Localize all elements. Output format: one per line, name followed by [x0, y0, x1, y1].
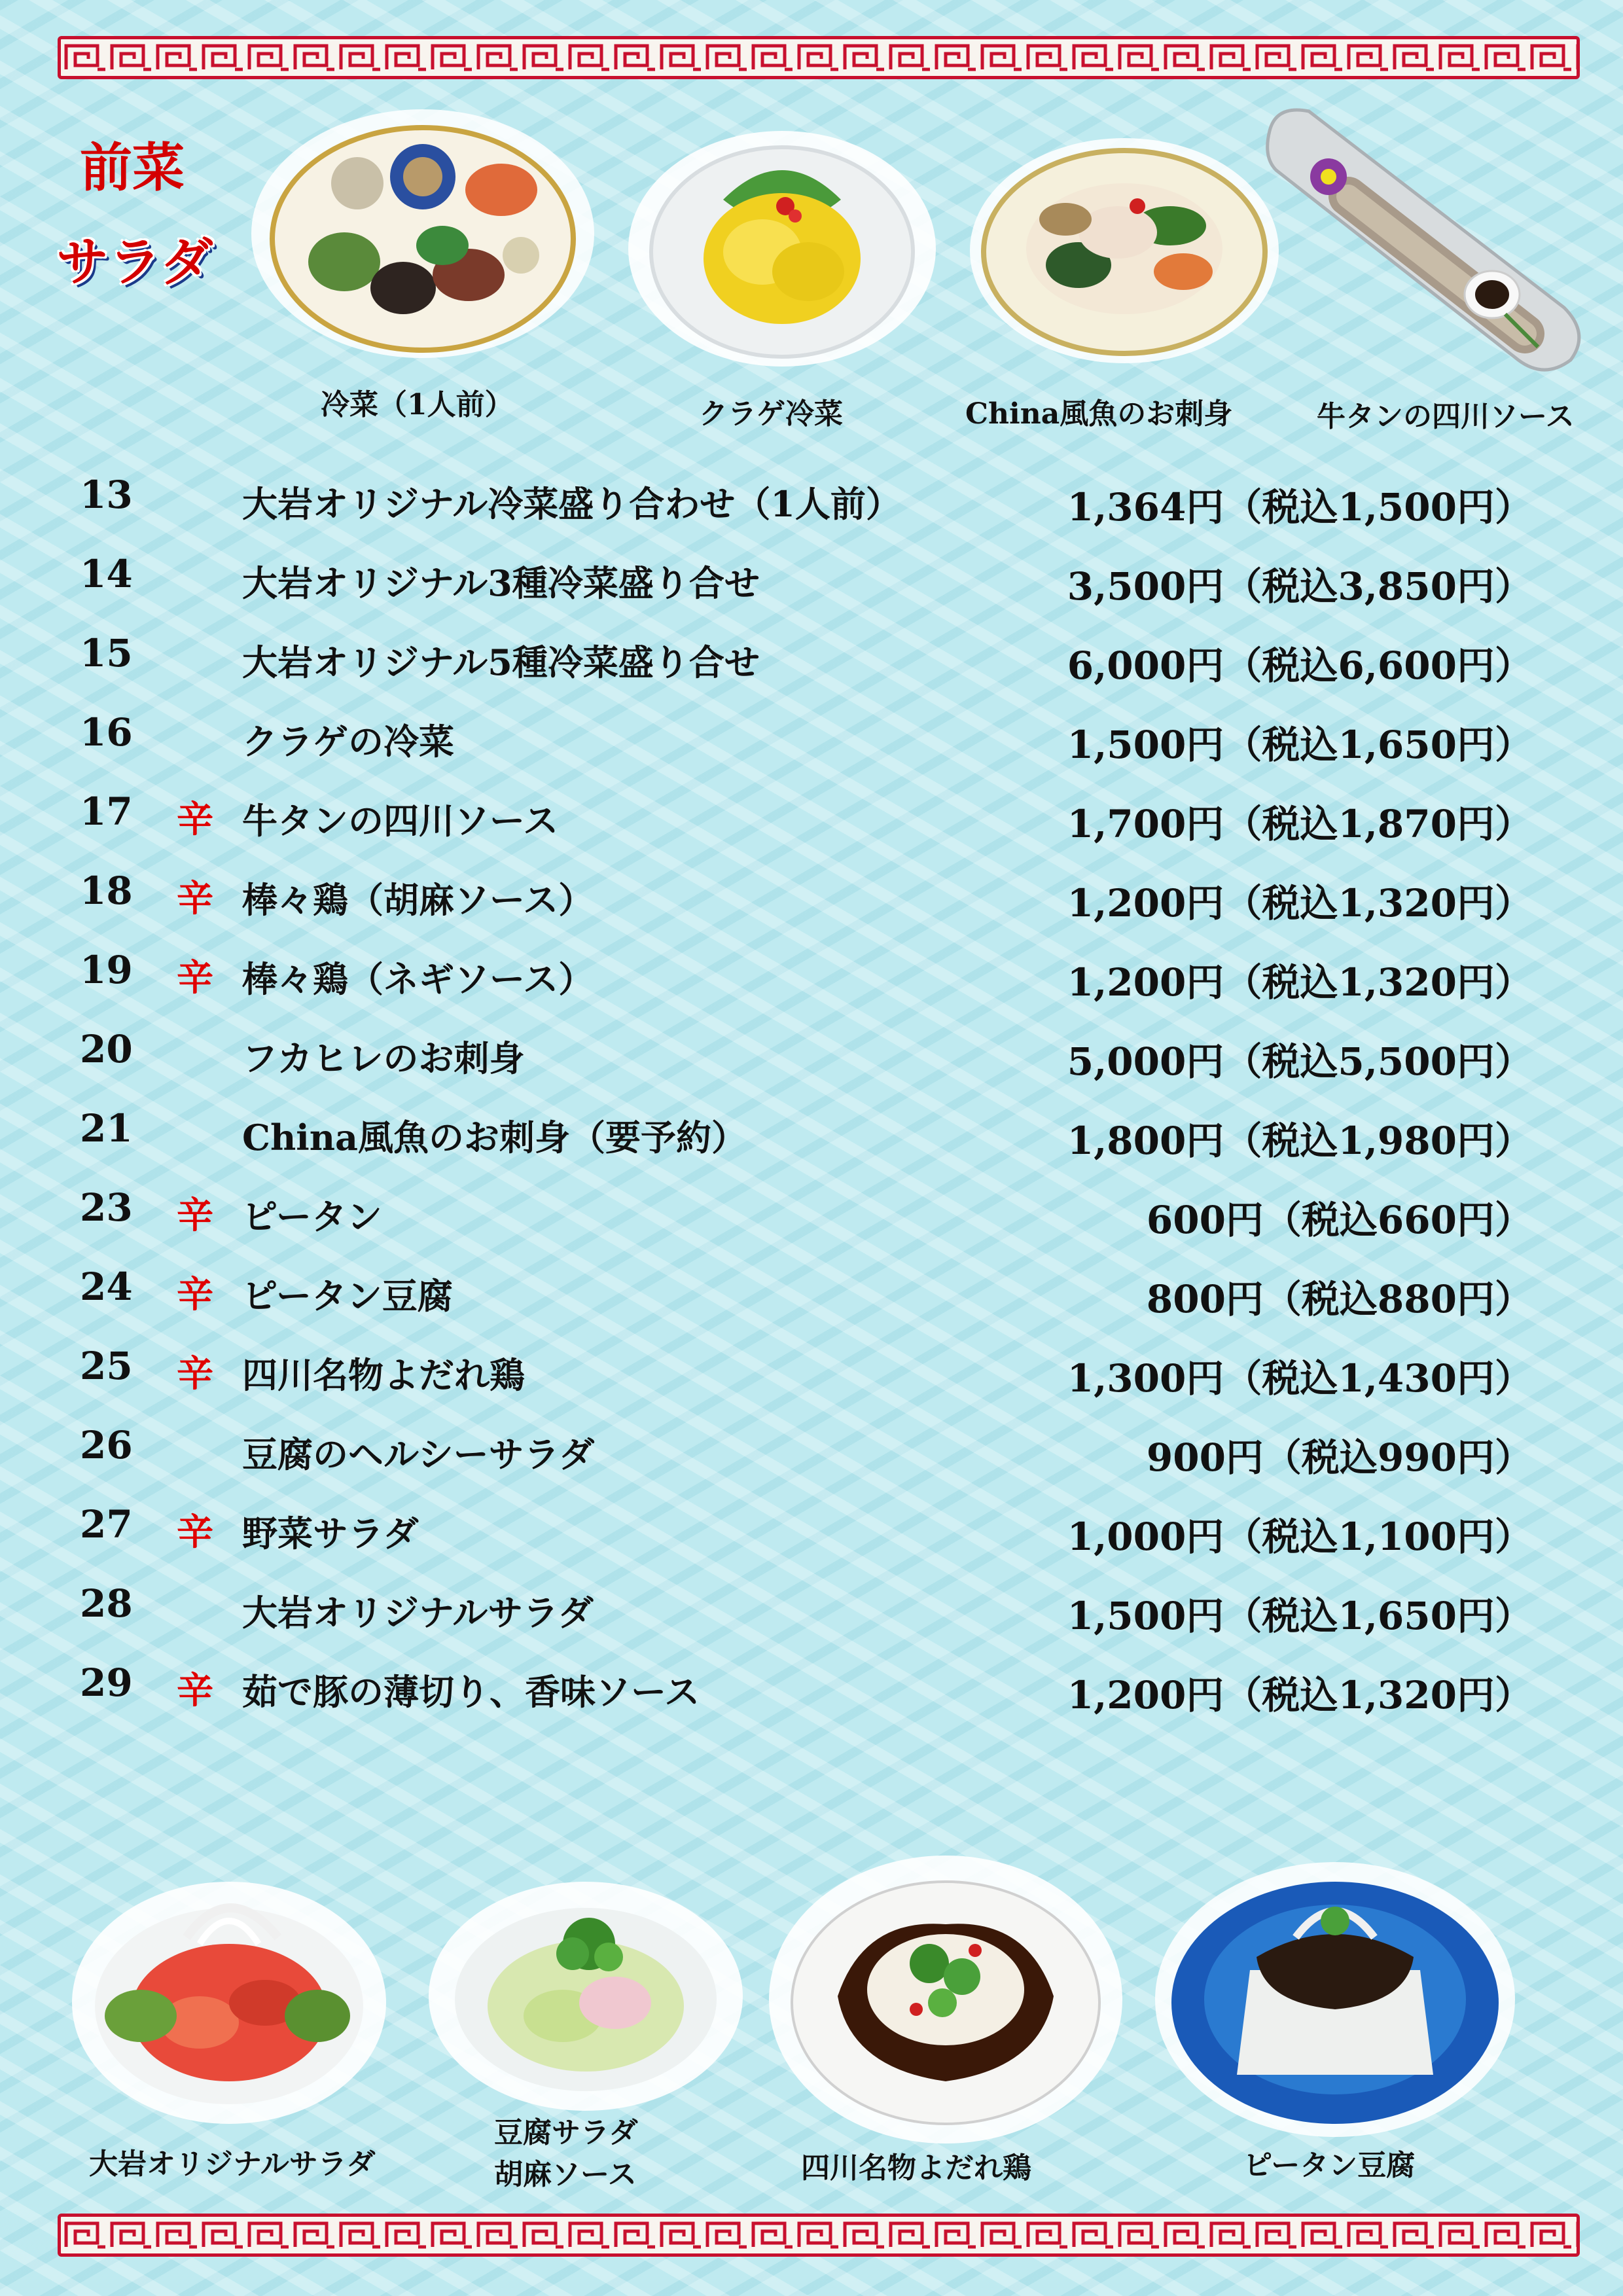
item-price: 1,700円（税込1,870円）: [1067, 802, 1533, 846]
item-name: 棒々鶏（胡麻ソース）: [242, 879, 594, 921]
item-price: 900円（税込990円）: [1146, 1435, 1533, 1480]
item-price: 5,000円（税込5,500円）: [1067, 1039, 1533, 1084]
caption-china-style-sashimi: China風魚のお刺身: [965, 397, 1233, 431]
item-price: 6,000円（税込6,600円）: [1067, 643, 1533, 688]
item-name: 大岩オリジナル5種冷菜盛り合せ: [242, 641, 760, 683]
item-number: 18: [80, 869, 133, 913]
spicy-mark: 辛: [177, 1511, 213, 1554]
caption-cold-platter: 冷菜（1人前）: [321, 388, 514, 422]
photo-oiwa-original-salad: [69, 1865, 389, 2127]
category-title-appetizer: 前菜: [80, 137, 185, 198]
menu-row: [0, 1344, 1623, 1416]
menu-row: [0, 1502, 1623, 1574]
item-number: 20: [80, 1027, 133, 1071]
item-name: 大岩オリジナル3種冷菜盛り合せ: [242, 562, 760, 604]
menu-row: [0, 552, 1623, 624]
menu-row: [0, 948, 1623, 1020]
item-number: 21: [80, 1106, 133, 1151]
item-name: 茹で豚の薄切り、香味ソース: [242, 1671, 700, 1713]
photo-century-egg-tofu: [1152, 1859, 1518, 2140]
menu-row: [0, 1106, 1623, 1178]
item-number: 27: [80, 1502, 133, 1547]
caption-oiwa-original-salad: 大岩オリジナルサラダ: [89, 2147, 376, 2181]
top-meander-border: [58, 36, 1580, 79]
item-number: 13: [80, 473, 133, 517]
item-name: フカヒレのお刺身: [242, 1037, 525, 1079]
item-price: 1,500円（税込1,650円）: [1067, 723, 1533, 767]
item-name: ピータン豆腐: [242, 1275, 453, 1317]
item-price: 1,200円（税込1,320円）: [1067, 1673, 1533, 1717]
photo-jellyfish: [625, 128, 939, 370]
caption-jellyfish: クラゲ冷菜: [699, 397, 843, 431]
caption-century-egg-tofu: ピータン豆腐: [1243, 2149, 1416, 2182]
item-name: 大岩オリジナルサラダ: [242, 1592, 594, 1634]
item-number: 16: [80, 710, 133, 755]
photo-tofu-salad: [425, 1872, 746, 2114]
item-name: ピータン: [242, 1196, 382, 1238]
menu-row: [0, 1265, 1623, 1336]
menu-row: [0, 473, 1623, 545]
menu-row: [0, 1185, 1623, 1257]
item-number: 23: [80, 1185, 133, 1230]
item-price: 800円（税込880円）: [1146, 1277, 1533, 1321]
item-number: 15: [80, 631, 133, 675]
spicy-mark: 辛: [177, 1670, 213, 1712]
caption-tofu-salad-line1: 豆腐サラダ: [494, 2116, 638, 2149]
item-name: 豆腐のヘルシーサラダ: [242, 1433, 595, 1475]
item-name: 四川名物よだれ鶏: [242, 1354, 525, 1396]
menu-row: [0, 789, 1623, 861]
item-name: 野菜サラダ: [242, 1513, 419, 1554]
menu-row: [0, 1581, 1623, 1653]
menu-row: [0, 1660, 1623, 1732]
meander-pattern: [61, 39, 1577, 76]
item-price: 600円（税込660円）: [1146, 1198, 1533, 1242]
item-number: 24: [80, 1265, 133, 1309]
bottom-meander-border: [58, 2214, 1580, 2257]
item-price: 1,300円（税込1,430円）: [1067, 1356, 1533, 1401]
item-number: 25: [80, 1344, 133, 1388]
photo-sichuan-drool-chicken: [766, 1852, 1126, 2147]
menu-row: [0, 869, 1623, 941]
spicy-mark: 辛: [177, 878, 213, 920]
menu-row: [0, 1423, 1623, 1495]
item-number: 14: [80, 552, 133, 596]
item-number: 19: [80, 948, 133, 992]
category-title-salad: サラダ: [56, 232, 213, 293]
spicy-mark: 辛: [177, 1353, 213, 1395]
item-name: 大岩オリジナル冷菜盛り合わせ（1人前）: [242, 483, 901, 525]
photo-cold-platter: [246, 105, 599, 363]
item-name: 牛タンの四川ソース: [242, 800, 559, 842]
item-price: 1,000円（税込1,100円）: [1067, 1515, 1533, 1559]
item-price: 1,364円（税込1,500円）: [1067, 485, 1533, 529]
item-number: 28: [80, 1581, 133, 1626]
caption-sichuan-drool-chicken: 四川名物よだれ鶏: [801, 2151, 1031, 2185]
caption-beef-tongue: 牛タンの四川ソース: [1317, 400, 1575, 433]
meander-pattern: [61, 2217, 1577, 2253]
spicy-mark: 辛: [177, 798, 213, 841]
item-name: 棒々鶏（ネギソース）: [242, 958, 594, 1000]
item-number: 17: [80, 789, 133, 834]
item-number: 26: [80, 1423, 133, 1467]
caption-tofu-salad-line2: 胡麻ソース: [494, 2158, 637, 2191]
item-price: 1,800円（税込1,980円）: [1067, 1119, 1533, 1163]
item-price: 1,200円（税込1,320円）: [1067, 960, 1533, 1005]
spicy-mark: 辛: [177, 1194, 213, 1237]
photo-china-style-sashimi: [967, 134, 1281, 367]
menu-row: [0, 710, 1623, 782]
item-name: China風魚のお刺身（要予約）: [242, 1117, 747, 1158]
spicy-mark: 辛: [177, 1274, 213, 1316]
item-number: 29: [80, 1660, 133, 1705]
item-price: 3,500円（税込3,850円）: [1067, 564, 1533, 609]
photo-beef-tongue: [1257, 98, 1590, 386]
item-name: クラゲの冷菜: [242, 721, 454, 762]
menu-row: [0, 631, 1623, 703]
menu-row: [0, 1027, 1623, 1099]
spicy-mark: 辛: [177, 957, 213, 999]
item-price: 1,200円（税込1,320円）: [1067, 881, 1533, 925]
item-price: 1,500円（税込1,650円）: [1067, 1594, 1533, 1638]
